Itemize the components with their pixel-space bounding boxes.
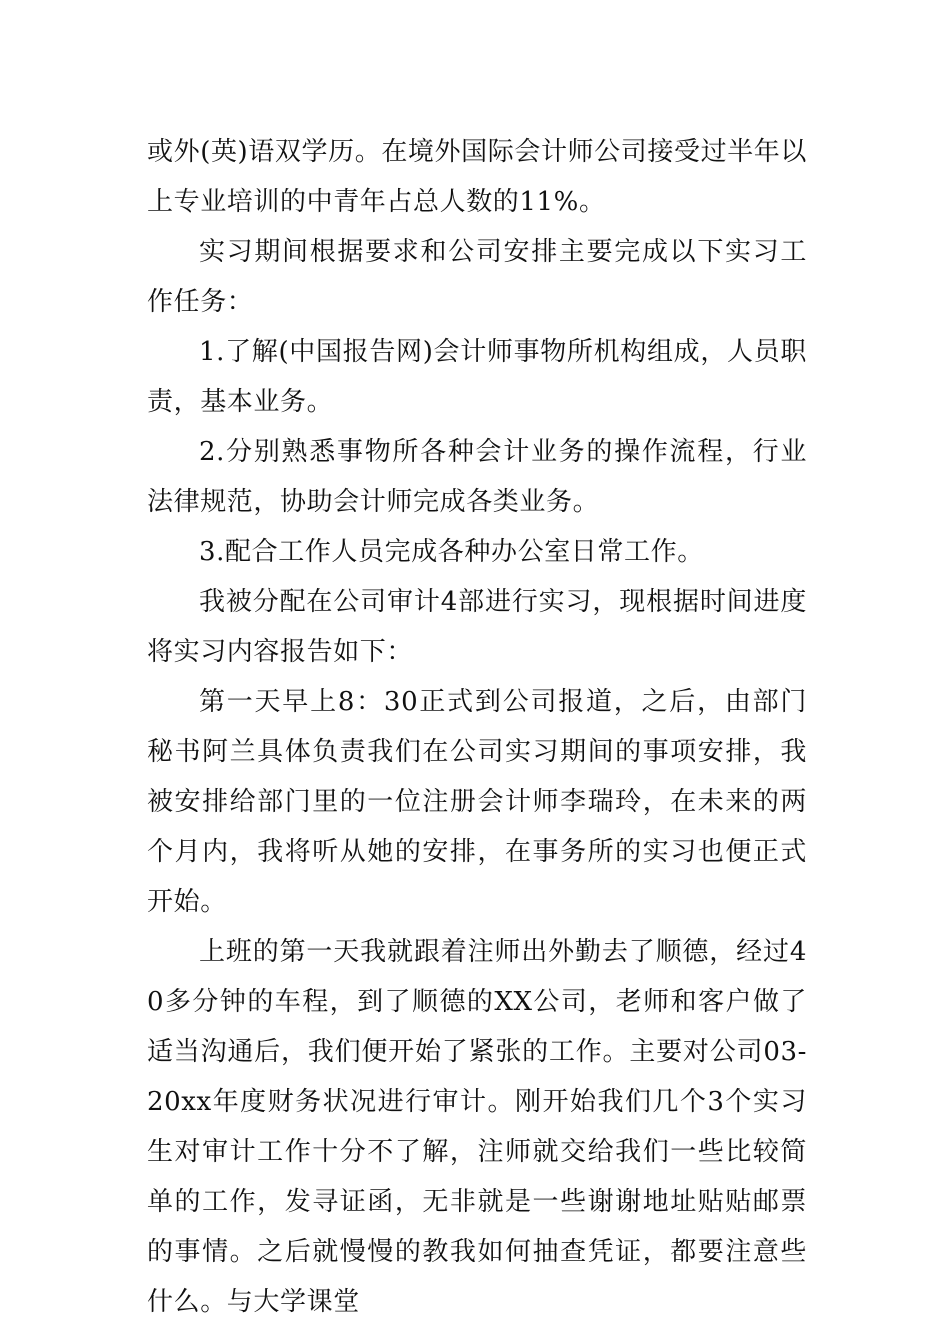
document-body (147, 127, 807, 1327)
paragraph-first-day: 第一天早上8：30正式到公司报道，之后，由部门秘书阿兰具体负责我们在公司实习期间的事项安排，我被安排给部门里的一位注册会计师李瑞玲，在未来的两个月内，我将听从她的安排，在事务所的实习也便正式开始。 (147, 687, 807, 917)
paragraph-assignment: 我被分配在公司审计4部进行实习，现根据时间进度将实习内容报告如下： (147, 587, 807, 667)
paragraph-task-1: 1.了解(中国报告网)会计师事物所机构组成，人员职责，基本业务。 (147, 337, 807, 417)
paragraph-fieldwork: 上班的第一天我就跟着注师出外勤去了顺德，经过40多分钟的车程，到了顺德的XX公司，老师和客户做了适当沟通后，我们便开始了紧张的工作。主要对公司03-20xx年度财务状况进行审计。刚开始我们几个3个实习生对审计工作十分不了解，注师就交给我们一些比较简单的工作，发寻证函，无非就是一些谢谢地址贴贴邮票的事情。之后就慢慢的教我如何抽查凭证，都要注意些什么。与大学课堂 (147, 937, 807, 1317)
paragraph-continued: 或外(英)语双学历。在境外国际会计师公司接受过半年以上专业培训的中青年占总人数的11%。 (147, 137, 807, 217)
paragraph-task-3: 3.配合工作人员完成各种办公室日常工作。 (199, 537, 704, 567)
paragraph-tasks-intro: 实习期间根据要求和公司安排主要完成以下实习工作任务： (147, 237, 807, 317)
paragraph-task-2: 2.分别熟悉事物所各种会计业务的操作流程，行业法律规范，协助会计师完成各类业务。 (147, 437, 807, 517)
